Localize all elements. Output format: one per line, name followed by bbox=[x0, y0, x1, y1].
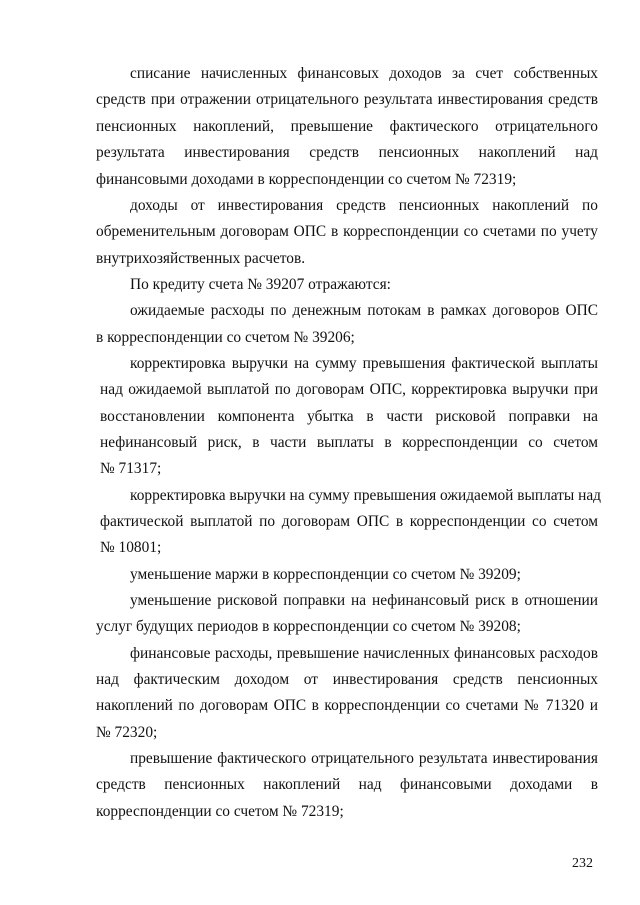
text-line: превышение фактического отрицательного результата инвестирования bbox=[130, 750, 598, 767]
text-line: уменьшение рисковой поправки на нефинансовый риск в отношении bbox=[130, 592, 598, 609]
text-line: обременительным договорам ОПС в корреспонденции со счетами по учету bbox=[96, 223, 598, 240]
text-line: над ожидаемой выплатой по договорам ОПС, корректировка выручки при bbox=[100, 381, 598, 398]
text-line: № 10801; bbox=[100, 539, 162, 556]
text-line: над фактическим доходом от инвестирования средств пенсионных bbox=[96, 671, 598, 688]
text-line: восстановлении компонента убытка в части рисковой поправки на bbox=[100, 408, 598, 425]
text-line: нефинансовый риск, в части выплаты в корреспонденции со счетом bbox=[100, 434, 598, 451]
text-line: финансовыми доходами в корреспонденции со счетом № 72319; bbox=[96, 171, 517, 188]
text-line: ожидаемые расходы по денежным потокам в рамках договоров ОПС bbox=[130, 302, 598, 319]
text-line: корректировка выручки на сумму превышения фактической выплаты bbox=[130, 355, 598, 372]
text-line: в корреспонденции со счетом № 39206; bbox=[96, 329, 355, 346]
text-line: уменьшение маржи в корреспонденции со счетом № 39209; bbox=[130, 566, 521, 583]
text-line: внутрихозяйственных расчетов. bbox=[96, 250, 306, 267]
text-line: пенсионных накоплений, превышение фактического отрицательного bbox=[96, 118, 598, 135]
text-line: средств пенсионных накоплений над финансовыми доходами в bbox=[96, 776, 598, 793]
text-line: средств при отражении отрицательного результата инвестирования средств bbox=[96, 91, 598, 108]
text-line: услуг будущих периодов в корреспонденции со счетом № 39208; bbox=[96, 618, 521, 635]
text-line: По кредиту счета № 39207 отражаются: bbox=[130, 276, 391, 293]
text-line: списание начисленных финансовых доходов за счет собственных bbox=[130, 65, 598, 82]
text-line: результата инвестирования средств пенсионных накоплений над bbox=[96, 144, 598, 161]
text-line: финансовые расходы, превышение начисленных финансовых расходов bbox=[130, 645, 598, 662]
text-line: доходы от инвестирования средств пенсионных накоплений по bbox=[130, 197, 598, 214]
text-line: накоплений по договорам ОПС в корреспонденции со счетами № 71320 и bbox=[96, 697, 598, 714]
text-line: корректировка выручки на сумму превышения ожидаемой выплаты над bbox=[130, 487, 601, 504]
text-line: фактической выплатой по договорам ОПС в корреспонденции со счетом bbox=[100, 513, 598, 530]
text-line: № 71317; bbox=[100, 460, 162, 477]
text-line: корреспонденции со счетом № 72319; bbox=[96, 803, 344, 820]
page-number: 232 bbox=[572, 856, 593, 871]
text-line: № 72320; bbox=[96, 724, 158, 741]
